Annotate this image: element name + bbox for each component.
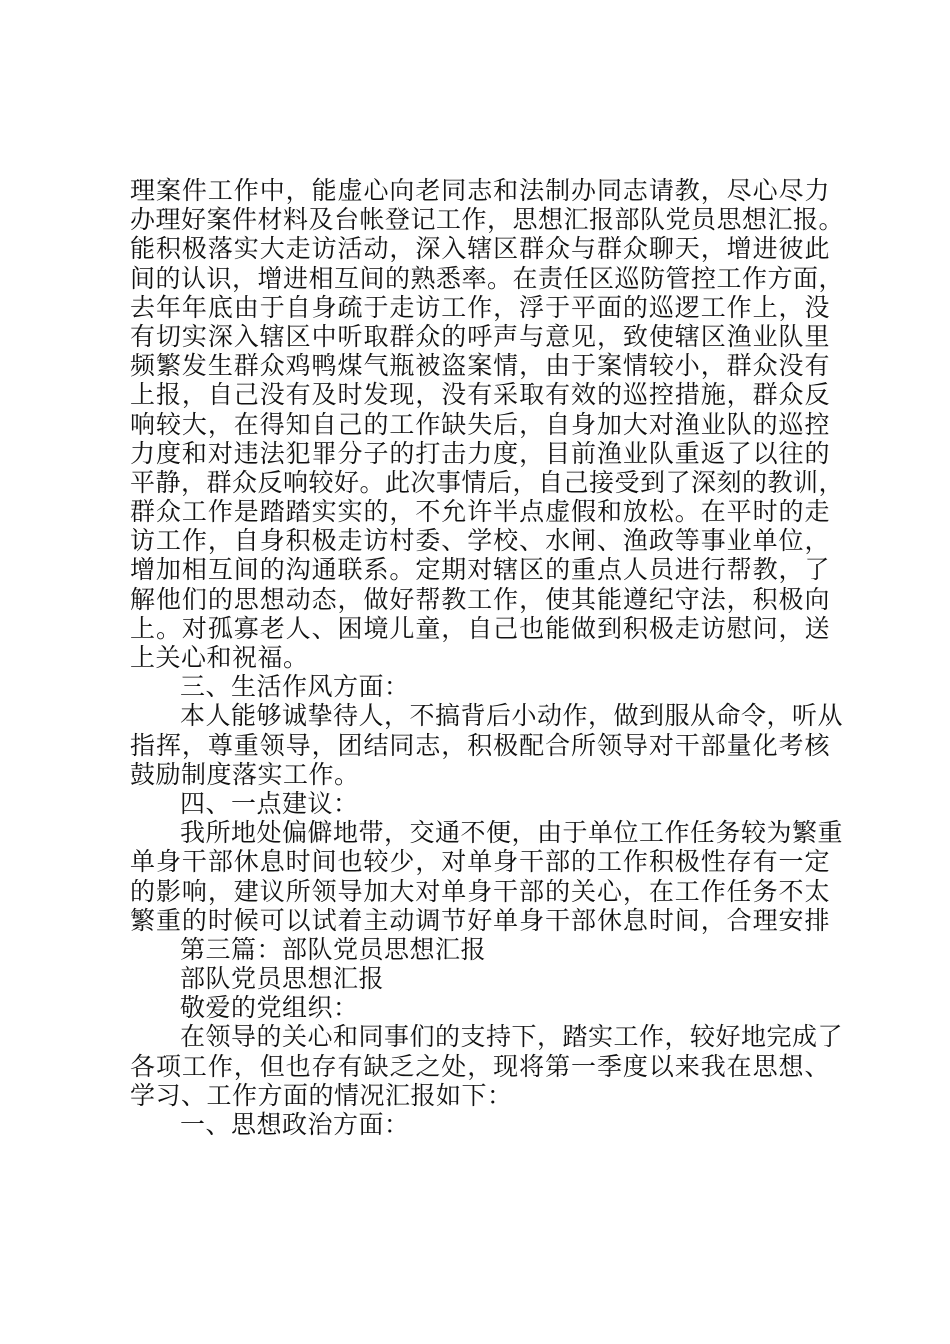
text-line: 能积极落实大走访活动，深入辖区群众与群众聊天，增进彼此	[130, 234, 830, 264]
text-line: 第三篇：部队党员思想汇报	[180, 934, 487, 964]
text-line: 响较大，在得知自己的工作缺失后，自身加大对渔业队的巡控	[130, 409, 830, 439]
document-body	[130, 176, 845, 1139]
text-line: 间的认识，增进相互间的熟悉率。在责任区巡防管控工作方面，	[130, 263, 845, 293]
text-line: 四、一点建议：	[180, 788, 359, 818]
text-line: 访工作，自身积极走访村委、学校、水闸、渔政等事业单位，	[130, 526, 830, 556]
text-line: 有切实深入辖区中听取群众的呼声与意见，致使辖区渔业队里	[130, 321, 830, 351]
text-line: 我所地处偏僻地带，交通不便，由于单位工作任务较为繁重	[180, 818, 844, 848]
text-line: 办理好案件材料及台帐登记工作，思想汇报部队党员思想汇报。	[130, 205, 845, 235]
text-line: 本人能够诚挚待人，不搞背后小动作，做到服从命令，听从	[180, 701, 844, 731]
text-line: 部队党员思想汇报	[180, 964, 385, 994]
text-line: 敬爱的党组织：	[180, 993, 359, 1023]
text-line: 上报，自己没有及时发现，没有采取有效的巡控措施，群众反	[130, 380, 830, 410]
text-line: 增加相互间的沟通联系。定期对辖区的重点人员进行帮教，了	[130, 555, 830, 585]
text-line: 各项工作，但也存有缺乏之处，现将第一季度以来我在思想、	[130, 1051, 830, 1081]
text-line: 鼓励制度落实工作。	[130, 759, 360, 789]
text-line: 上。对孤寡老人、困境儿童，自己也能做到积极走访慰问，送	[130, 613, 830, 643]
text-line: 学习、工作方面的情况汇报如下：	[130, 1080, 513, 1110]
text-line: 解他们的思想动态，做好帮教工作，使其能遵纪守法，积极向	[130, 584, 830, 614]
text-line: 力度和对违法犯罪分子的打击力度，目前渔业队重返了以往的	[130, 438, 830, 468]
text-line: 指挥，尊重领导，团结同志，积极配合所领导对干部量化考核	[130, 730, 830, 760]
text-line: 三、生活作风方面：	[180, 672, 410, 702]
text-line: 单身干部休息时间也较少，对单身干部的工作积极性存有一定	[130, 847, 830, 877]
text-line: 的影响，建议所领导加大对单身干部的关心，在工作任务不太	[130, 876, 830, 906]
text-line: 在领导的关心和同事们的支持下，踏实工作，较好地完成了	[180, 1022, 844, 1052]
text-line: 一、思想政治方面：	[180, 1110, 410, 1139]
text-line: 繁重的时候可以试着主动调节好单身干部休息时间，合理安排	[130, 905, 830, 935]
text-line: 去年年底由于自身疏于走访工作，浮于平面的巡逻工作上，没	[130, 292, 830, 322]
text-line: 上关心和祝福。	[130, 643, 309, 672]
text-line: 频繁发生群众鸡鸭煤气瓶被盗案情，由于案情较小，群众没有	[130, 351, 830, 381]
text-line: 理案件工作中，能虚心向老同志和法制办同志请教，尽心尽力	[130, 176, 830, 205]
text-line: 平静，群众反响较好。此次事情后，自己接受到了深刻的教训，	[130, 467, 845, 497]
text-line: 群众工作是踏踏实实的，不允许半点虚假和放松。在平时的走	[130, 497, 830, 527]
